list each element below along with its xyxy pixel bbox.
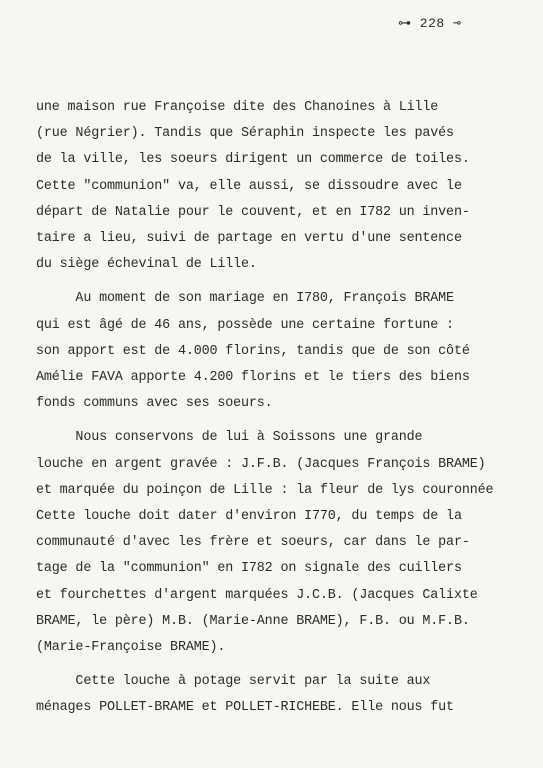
text-line: taire a lieu, suivi de partage en vertu d'une sentence xyxy=(36,231,462,247)
text-line: ménages POLLET-BRAME et POLLET-RICHEBE. Elle nous fut xyxy=(36,700,454,716)
text-line: et marquée du poinçon de Lille : la fleur de lys couronnée xyxy=(36,482,494,498)
text-line: Amélie FAVA apporte 4.200 florins et le tiers des biens xyxy=(36,370,470,386)
text-line: (rue Négrier). Tandis que Séraphin inspecte les pavés xyxy=(36,126,454,142)
text-line: départ de Natalie pour le couvent, et en I782 un inven- xyxy=(36,204,470,220)
text-line: qui est âgé de 46 ans, possède une certaine fortune : xyxy=(36,317,454,333)
text-line: BRAME, le père) M.B. (Marie-Anne BRAME), F.B. ou M.F.B. xyxy=(36,613,470,629)
text-line: communauté d'avec les frère et soeurs, car dans le par- xyxy=(36,535,470,551)
text-line: du siège échevinal de Lille. xyxy=(36,257,257,273)
text-line: Cette louche doit dater d'environ I770, du temps de la xyxy=(36,509,462,525)
page-number: ⊶ 228 ⊸ xyxy=(398,16,462,31)
text-line: (Marie-Françoise BRAME). xyxy=(36,640,226,656)
text-line: Nous conservons de lui à Soissons une grande xyxy=(36,430,423,446)
text-line: tage de la "communion" en I782 on signale des cuillers xyxy=(36,561,462,577)
text-line: Au moment de son mariage en I780, François BRAME xyxy=(36,291,454,307)
text-line: Cette "communion" va, elle aussi, se dissoudre avec le xyxy=(36,178,462,194)
text-line: fonds communs avec ses soeurs. xyxy=(36,396,273,412)
text-line: de la ville, les soeurs dirigent un commerce de toiles. xyxy=(36,152,470,168)
paragraph xyxy=(36,669,536,721)
paragraph xyxy=(36,95,536,278)
text-line: Cette louche à potage servit par la suite aux xyxy=(36,674,431,690)
text-line: une maison rue Françoise dite des Chanoines à Lille xyxy=(36,100,439,115)
paragraph xyxy=(36,286,536,417)
text-line: son apport est de 4.000 florins, tandis que de son côté xyxy=(36,343,470,359)
text-line: et fourchettes d'argent marquées J.C.B. (Jacques Calixte xyxy=(36,587,478,603)
text-line: louche en argent gravée : J.F.B. (Jacques François BRAME) xyxy=(36,456,486,472)
paragraph xyxy=(36,425,536,661)
document-body xyxy=(36,95,536,722)
